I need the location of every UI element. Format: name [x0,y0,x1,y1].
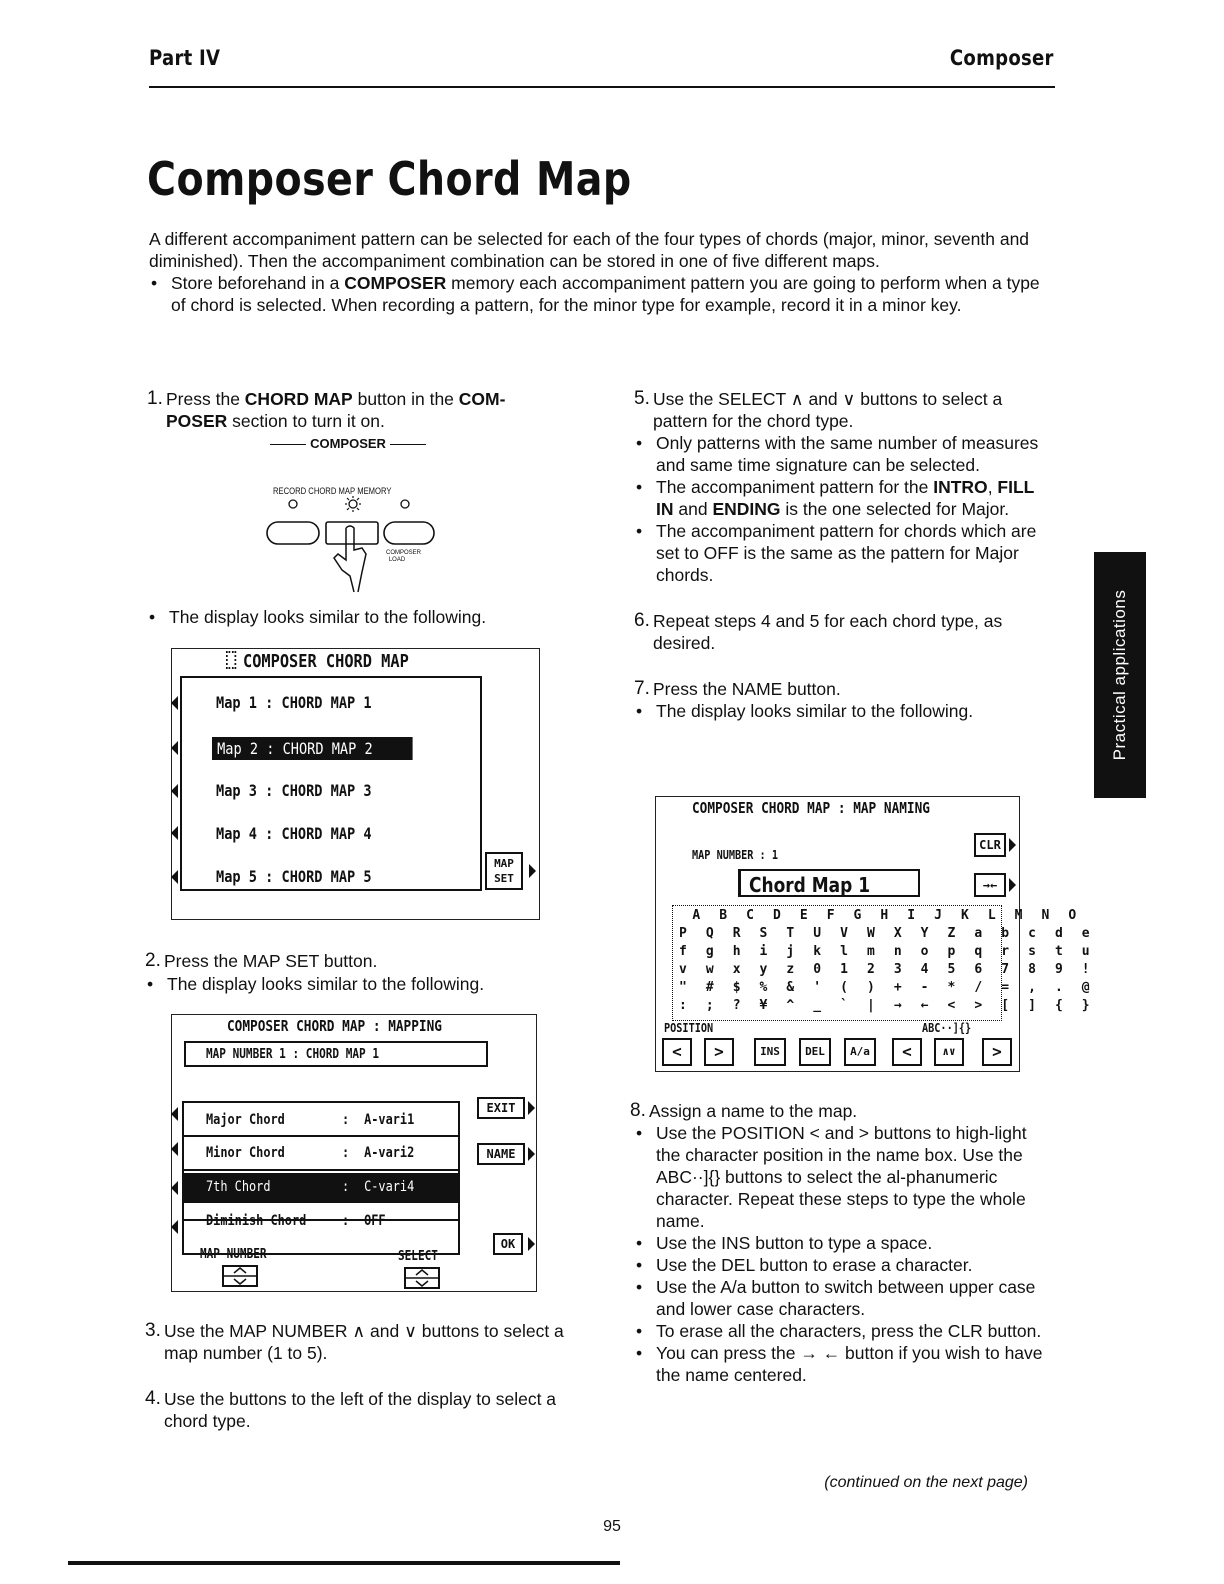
pos-left-label: < [672,1042,682,1061]
map-item-5[interactable]: Map 5 : CHORD MAP 5 [216,867,372,886]
map-item-3[interactable]: Map 3 : CHORD MAP 3 [216,781,372,800]
step-6-text: Repeat steps 4 and 5 for each chord type, as desired. [653,611,1003,653]
step-6-number: 6. [634,610,650,631]
display-map-naming [655,796,1096,1072]
map-number-box [184,1041,488,1067]
diminish-value: OFF [364,1213,386,1229]
step-2 [145,950,545,972]
step-1 [147,388,547,432]
map2-select-arrow[interactable] [171,741,178,755]
s5b2-pre: The accompaniment pattern for the [656,477,934,497]
step-1-bold-a: CHORD MAP [244,389,353,409]
diminish-label: Diminish Chord [206,1213,307,1229]
map-item-4[interactable]: Map 4 : CHORD MAP 4 [216,824,372,843]
ins-button[interactable] [754,1038,786,1066]
naming-map-number: MAP NUMBER : 1 [692,848,778,862]
name-label: NAME [486,1147,516,1161]
step-5 [634,388,1054,432]
step-1-number: 1. [147,388,163,409]
7th-value: C-vari4 [364,1179,415,1195]
clr-arrow[interactable] [1009,838,1016,852]
continued-note: (continued on the next page) [824,1474,1028,1491]
composer-panel [262,436,462,596]
minor-value: A-vari2 [364,1145,415,1161]
step-8-text: Assign a name to the map. [649,1101,858,1121]
panel-buttons-drawing [262,496,462,606]
section-label: Composer [950,46,1054,70]
name-box[interactable] [738,869,920,897]
abc-updown-button[interactable] [934,1038,964,1066]
ok-label: OK [500,1237,516,1251]
map-number-value: MAP NUMBER 1 : CHORD MAP 1 [206,1047,379,1062]
ok-button[interactable] [493,1233,523,1255]
step-4-text: Use the buttons to the left of the display to select a chord type. [164,1389,557,1431]
center-button[interactable] [974,873,1006,897]
grid-row-5[interactable]: " # $ % & ' ( ) + - * / = , . @ [679,980,1096,995]
step-5-bullet-2 [634,476,1054,520]
step-8-bullet-5: • To erase all the characters, press the CLR button. [634,1320,1054,1342]
step-8-bullet-1: • Use the POSITION < and > buttons to high-light the character position in the name box. Use the ABC··]{} buttons to select the al-phanumeric character. Repeat these steps to type the whole name. [634,1122,1054,1232]
step-5-text: Use the SELECT ∧ and ∨ buttons to select a pattern for the chord type. [653,389,1003,431]
7th-select-arrow[interactable] [171,1181,178,1195]
select-label: SELECT [398,1249,438,1264]
step-8 [630,1100,1054,1122]
position-right-button[interactable] [704,1038,734,1066]
intro [149,228,1054,316]
map1-select-arrow[interactable] [171,696,178,710]
map-set-arrow[interactable] [529,864,536,878]
case-toggle-button[interactable] [844,1038,876,1066]
step-1-text-a: Press the [166,389,245,409]
exit-arrow[interactable] [528,1101,535,1115]
step-7-bullet: • The display looks similar to the following. [634,700,1054,722]
diminish-select-arrow[interactable] [171,1220,178,1234]
select-updown-button[interactable] [404,1267,444,1291]
step-8-bullet-4: • Use the A/a button to switch between upper case and lower case characters. [634,1276,1054,1320]
s5b2-post: is the one selected for Major. [780,499,1010,519]
s5b2-bold-3: ENDING [712,499,781,519]
grid-row-3[interactable]: f g h i j k l m n o p q r s t u [679,944,1096,959]
diminish-sep: : [342,1213,350,1229]
step-2-number: 2. [145,950,161,971]
exit-button[interactable] [477,1097,525,1119]
row-minor[interactable] [206,1145,414,1161]
center-arrow[interactable] [1009,878,1016,892]
side-tab-label: Practical applications [1110,589,1129,761]
panel-memory-label: MEMORY [357,486,392,496]
s5b2-bold-2: FILL IN [656,477,1035,519]
abc-right-label: > [992,1042,1002,1061]
ins-label: INS [760,1045,780,1058]
grid-row-4[interactable]: v w x y z 0 1 2 3 4 5 6 7 8 9 ! [679,962,1096,977]
step-5-number: 5. [634,388,650,409]
grid-row-2[interactable]: P Q R S T U V W X Y Z a b c d e [679,926,1096,941]
header-rule [149,86,1055,88]
map-number-label: MAP NUMBER [200,1247,267,1262]
step-3 [145,1320,565,1364]
major-select-arrow[interactable] [171,1107,178,1121]
map5-select-arrow[interactable] [171,870,178,884]
abc-left-label: < [902,1042,912,1061]
character-grid[interactable] [672,905,1096,1021]
map-set-label-2: SET [494,872,514,885]
abc-updown-label: ∧∨ [942,1045,956,1058]
step-8-bullet-3: • Use the DEL button to erase a character. [634,1254,1054,1276]
map4-select-arrow[interactable] [171,826,178,840]
del-button[interactable] [799,1038,831,1066]
display3-title: COMPOSER CHORD MAP : MAP NAMING [692,799,930,817]
grid-row-6[interactable]: : ; ? ¥ ^ _ ` | → ← < > [ ] { } [679,998,1096,1013]
clr-button[interactable] [974,833,1006,857]
step-5-bullet-1: • Only patterns with the same number of measures and same time signature can be selected. [634,432,1054,476]
page-number: 95 [603,1518,621,1535]
grid-row-1[interactable]: A B C D E F G H I J K L M N O [679,908,1082,923]
panel-chordmap-label: CHORD MAP [308,486,356,496]
7th-sep: : [342,1179,350,1195]
step-1-bullet: • The display looks similar to the following. [147,606,547,628]
step-8-number: 8. [630,1100,646,1121]
step-3-number: 3. [145,1320,161,1341]
abc-right-button[interactable] [982,1038,1012,1066]
panel-section-label: COMPOSER [310,436,386,451]
display-icon [226,651,236,669]
display-mapping [171,1014,537,1292]
step-6 [634,610,1054,654]
map-set-button[interactable] [485,852,523,890]
center-label: →← [982,878,998,892]
major-value: A-vari1 [364,1112,415,1128]
position-left-button[interactable] [662,1038,692,1066]
minor-sep: : [342,1145,350,1161]
step-4 [145,1388,565,1432]
intro-bullet-pre: Store beforehand in a [171,273,345,293]
s5b2-mid-2: and [673,499,713,519]
step-1-text-b: button in the [352,389,459,409]
part-label: Part IV [149,46,221,70]
major-label: Major Chord [206,1112,285,1128]
abc-left-button[interactable] [892,1038,922,1066]
step-8-bullet-6: • You can press the → ← button if you wish to have the name centered. [634,1342,1054,1386]
step-2-text: Press the MAP SET button. [164,951,378,971]
row-major[interactable] [206,1112,414,1128]
step-2-bullet: • The display looks similar to the following. [145,973,545,995]
minor-label: Minor Chord [206,1145,285,1161]
map-item-1[interactable]: Map 1 : CHORD MAP 1 [216,693,372,712]
map-number-updown-button[interactable] [222,1265,262,1289]
position-label: POSITION [664,1021,714,1035]
map-item-2-selected[interactable]: Map 2 : CHORD MAP 2 [212,737,413,760]
row-7th-selected[interactable] [206,1179,414,1195]
panel-load-label: COMPOSER LOAD [386,550,422,563]
display-chord-map [171,648,540,920]
step-7-text: Press the NAME button. [653,679,841,699]
s5b2-mid-1: , [987,477,998,497]
name-button[interactable] [477,1143,525,1165]
step-1-text-c: section to turn it on. [227,411,385,431]
step-1-bold-b: COM-POSER [166,389,506,431]
intro-bullet [149,272,1054,316]
clr-label: CLR [979,838,1001,852]
minor-select-arrow[interactable] [171,1142,178,1156]
name-arrow[interactable] [528,1147,535,1161]
panel-record-label: RECORD [273,486,307,496]
step-3-text: Use the MAP NUMBER ∧ and ∨ buttons to select a map number (1 to 5). [164,1321,564,1363]
step-8-bullet-2: • Use the INS button to type a space. [634,1232,1054,1254]
pos-right-label: > [714,1042,724,1061]
display1-title: COMPOSER CHORD MAP [243,651,409,672]
step-4-number: 4. [145,1388,161,1409]
exit-label: EXIT [486,1101,516,1115]
step-7-number: 7. [634,678,650,699]
intro-bullet-bold: COMPOSER [344,273,447,293]
side-tab [1094,552,1146,798]
major-sep: : [342,1112,350,1128]
abc-label: ABC··]{} [922,1021,972,1035]
footer-rule [68,1561,620,1565]
ok-arrow[interactable] [528,1237,535,1251]
page-title: Composer Chord Map [147,152,632,206]
intro-bullet-post: memory each accompaniment pattern you are going to perform when a type of chord is selected. When recording a pattern, for the minor type for example, record it in a minor key. [171,273,1040,315]
s5b2-bold-1: INTRO [933,477,988,497]
map-set-label-1: MAP [494,857,514,870]
case-toggle-label: A/a [850,1045,870,1058]
del-label: DEL [805,1045,825,1058]
name-box-value: Chord Map 1 [749,873,871,897]
intro-paragraph: A different accompaniment pattern can be selected for each of the four types of chords (major, minor, seventh and diminished). Then the accompaniment combination can be stored in one of five different maps. [149,229,1030,271]
step-7 [634,678,1054,700]
row-diminish[interactable] [206,1213,386,1229]
7th-label: 7th Chord [206,1179,271,1195]
display2-title: COMPOSER CHORD MAP : MAPPING [227,1017,442,1035]
step-5-bullet-3: • The accompaniment pattern for chords which are set to OFF is the same as the pattern for Major chords. [634,520,1054,586]
map3-select-arrow[interactable] [171,784,178,798]
